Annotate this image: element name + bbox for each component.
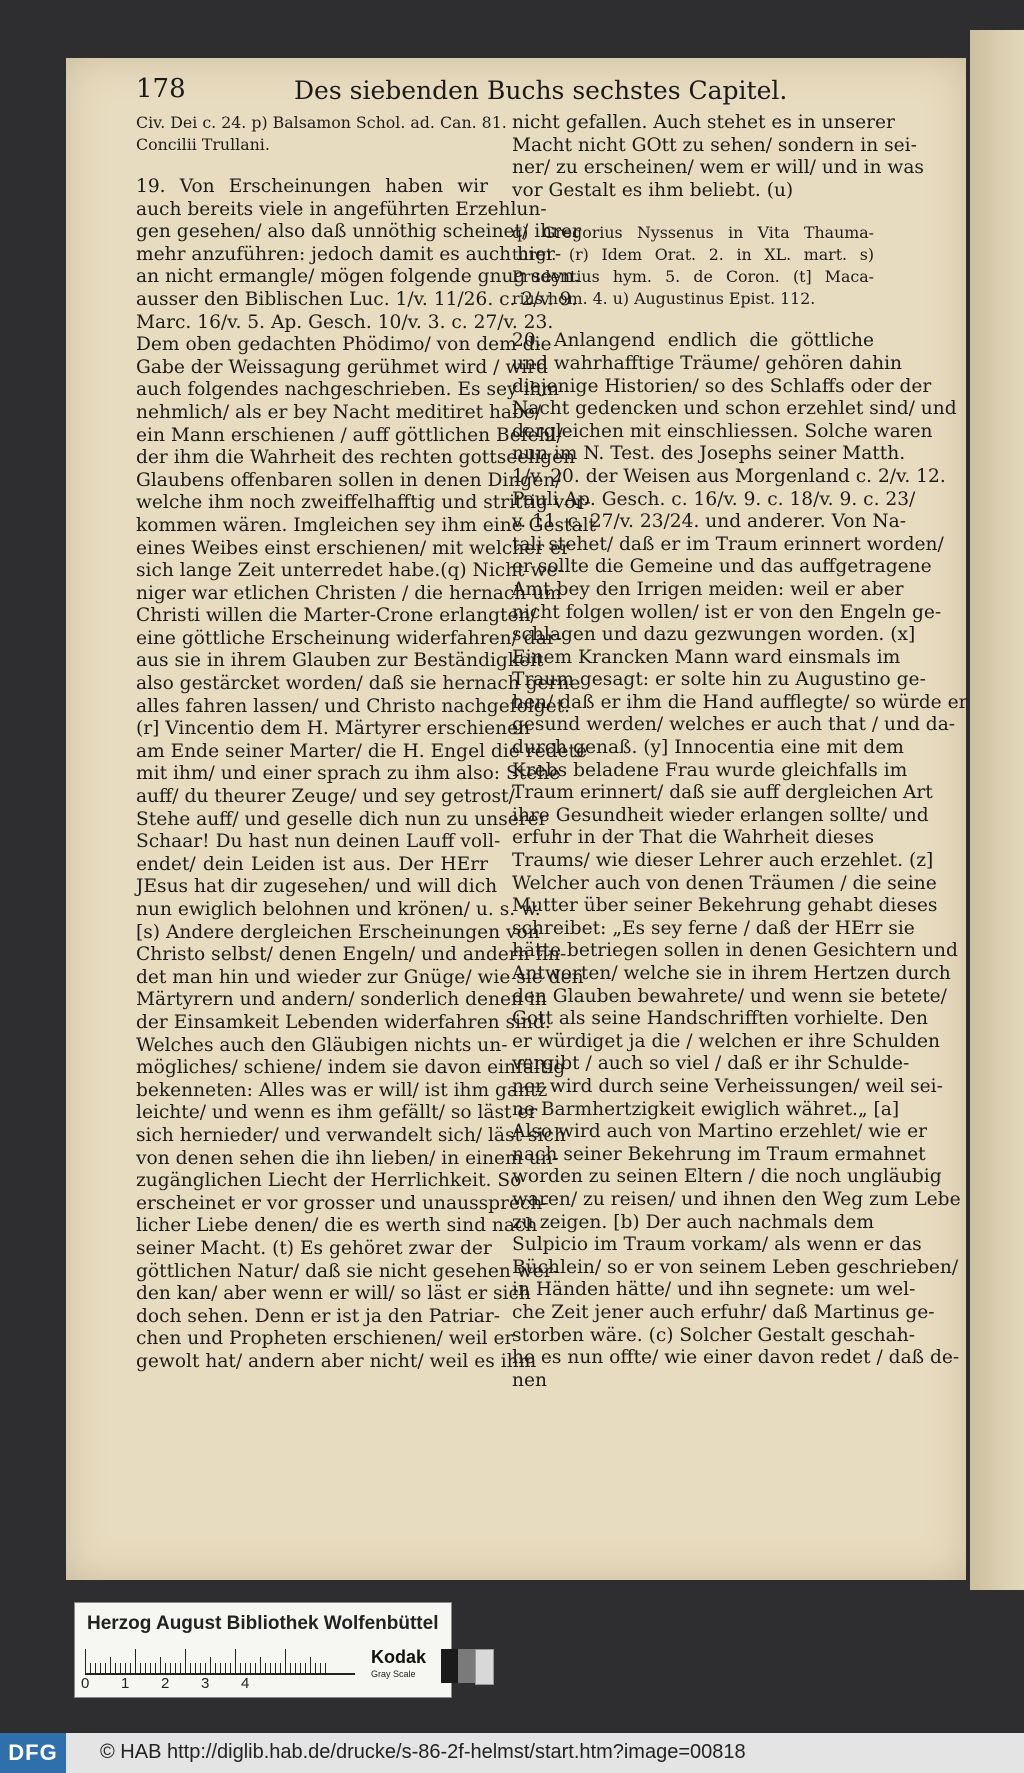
text-line: und wahrhafftige Träume/ gehören dahin bbox=[512, 352, 903, 374]
text-line: ner/ zu erscheinen/ wem er will/ und in was bbox=[512, 157, 924, 179]
footnote-line: rius hom. 4. u) Augustinus Epist. 112. bbox=[512, 289, 816, 309]
text-line: den kan/ aber wenn er will/ so läst er sich bbox=[136, 1283, 531, 1305]
running-title: Des siebenden Buchs sechstes Capitel. bbox=[294, 76, 788, 105]
text-line: he es nun offte/ wie einer davon redet / daß de- bbox=[512, 1347, 960, 1369]
text-line: erscheinet er vor grosser und unaussprech- bbox=[136, 1192, 549, 1214]
ruler-tick bbox=[105, 1663, 106, 1673]
ruler-tick bbox=[115, 1663, 116, 1673]
text-line: zugänglichen Liecht der Herrlichkeit. So bbox=[136, 1170, 522, 1192]
ruler-tick bbox=[245, 1663, 246, 1673]
ruler-tick bbox=[120, 1663, 121, 1673]
text-line: hätte betriegen sollen in denen Gesichtern und bbox=[512, 940, 958, 962]
ruler-number: 0 bbox=[81, 1675, 90, 1692]
text-line: Gabe der Weissagung gerühmet wird / wird bbox=[136, 356, 548, 378]
ruler-tick bbox=[325, 1663, 326, 1673]
ruler-tick bbox=[300, 1663, 301, 1673]
text-line: vor Gestalt es ihm beliebt. (u) bbox=[512, 179, 794, 201]
text-line: licher Liebe denen/ die es werth sind nach bbox=[136, 1215, 538, 1237]
ruler-tick bbox=[255, 1663, 256, 1673]
text-line: nicht folgen wollen/ ist er von den Engeln ge- bbox=[512, 601, 942, 623]
ruler-tick bbox=[295, 1663, 296, 1673]
text-line: aus sie in ihrem Glauben zur Beständigkeit bbox=[136, 650, 544, 672]
text-line: mögliches/ schiene/ indem sie davon einfältig bbox=[136, 1057, 566, 1079]
text-line: 1/v. 20. der Weisen aus Morgenland c. 2/v. 12. bbox=[512, 465, 946, 487]
ruler-tick bbox=[310, 1657, 311, 1673]
text-line: schreibet: „Es sey ferne / daß der HErr sie bbox=[512, 917, 915, 939]
text-line: Also wird auch von Martino erzehlet/ wie er bbox=[512, 1121, 927, 1143]
text-line: erfuhr in der That die Wahrheit dieses bbox=[512, 827, 874, 849]
ruler-tick bbox=[90, 1663, 91, 1673]
text-line: Pauli Ap. Gesch. c. 16/v. 9. c. 18/v. 9. c. 23/ bbox=[512, 488, 916, 510]
library-name: Herzog August Bibliothek Wolfenbüttel bbox=[87, 1613, 439, 1634]
text-line: Mutter über seiner Bekehrung gehabt dieses bbox=[512, 895, 938, 917]
ruler-tick bbox=[185, 1649, 186, 1673]
text-line: [s) Andere dergleichen Erscheinungen von bbox=[136, 921, 540, 943]
text-line: waren/ zu reisen/ und ihnen den Weg zum Lebe bbox=[512, 1188, 961, 1210]
paragraph-gap bbox=[512, 202, 874, 222]
text-line: mit ihm/ und einer sprach zu ihm also: Stehe bbox=[136, 763, 561, 785]
text-line: Christi willen die Marter-Crone erlangten/ bbox=[136, 605, 537, 627]
text-line: storben wäre. (c) Solcher Gestalt geschah- bbox=[512, 1324, 915, 1346]
ruler-tick bbox=[315, 1663, 316, 1673]
text-line: bekenneten: Alles was er will/ ist ihm gantz bbox=[136, 1079, 548, 1101]
ruler-tick bbox=[100, 1663, 101, 1673]
gray-scale-label: Gray Scale bbox=[371, 1669, 416, 1679]
ruler-tick bbox=[85, 1649, 86, 1673]
text-line: sich lange Zeit unterredet habe.(q) Nicht we- bbox=[136, 560, 564, 582]
text-line: gewolt hat/ andern aber nicht/ weil es ihm bbox=[136, 1350, 537, 1372]
text-line: göttlichen Natur/ daß sie nicht gesehen wer- bbox=[136, 1260, 559, 1282]
ruler-tick bbox=[165, 1663, 166, 1673]
ruler-number: 4 bbox=[241, 1675, 250, 1692]
text-line: an nicht ermangle/ mögen folgende gnug seyn. bbox=[136, 266, 581, 288]
ruler-tick bbox=[290, 1663, 291, 1673]
ruler-tick bbox=[305, 1663, 306, 1673]
text-line: nehmlich/ als er bey Nacht meditiret habe/ bbox=[136, 401, 542, 423]
ruler-tick bbox=[275, 1663, 276, 1673]
text-line: ausser den Biblischen Luc. 1/v. 11/26. c. 2/v. 9. bbox=[136, 288, 578, 310]
ruler-tick bbox=[225, 1663, 226, 1673]
text-line: Krebs beladene Frau wurde gleichfalls im bbox=[512, 759, 908, 781]
ruler-tick bbox=[285, 1649, 286, 1673]
text-line: also gestärcket worden/ daß sie hernach gerne bbox=[136, 673, 581, 695]
gray-swatch bbox=[458, 1649, 475, 1683]
ruler-tick bbox=[280, 1663, 281, 1673]
text-line: Gott als seine Handschrifften vorhielte. Den bbox=[512, 1008, 928, 1030]
text-line: endet/ dein Leiden ist aus. Der HErr bbox=[136, 853, 488, 875]
ruler-tick bbox=[125, 1663, 126, 1673]
text-line: Stehe auff/ und geselle dich nun zu unserer bbox=[136, 808, 548, 830]
text-line: chen und Propheten erschienen/ weil er bbox=[136, 1328, 514, 1350]
text-line: nen bbox=[512, 1369, 547, 1391]
text-line: Traums/ wie dieser Lehrer auch erzehlet. (z] bbox=[512, 850, 934, 872]
text-line: gesund werden/ welches er auch that / und da- bbox=[512, 714, 956, 736]
text-line: vergibt / auch so viel / daß er ihr Schulde- bbox=[512, 1053, 910, 1075]
text-line: durch genaß. (y] Innocentia eine mit dem bbox=[512, 737, 904, 759]
text-line: Büchlein/ so er von seinem Leben geschrieben/ bbox=[512, 1256, 959, 1278]
paragraph-gap bbox=[512, 310, 874, 330]
ruler-tick bbox=[200, 1663, 201, 1673]
text-line: mehr anzuführen: jedoch damit es auch hier- bbox=[136, 243, 562, 265]
text-line: alles fahren lassen/ und Christo nachgefolget. bbox=[136, 695, 571, 717]
ruler-tick bbox=[240, 1663, 241, 1673]
ruler-tick bbox=[320, 1663, 321, 1673]
ruler-tick bbox=[260, 1657, 261, 1673]
text-line: kommen wären. Imgleichen sey ihm eine Gestalt bbox=[136, 514, 596, 536]
text-line: seiner Macht. (t) Es gehöret zwar der bbox=[136, 1237, 492, 1259]
text-line: der Einsamkeit Lebenden widerfahren sind. bbox=[136, 1011, 551, 1033]
ruler-tick bbox=[170, 1663, 171, 1673]
ruler-tick bbox=[220, 1663, 221, 1673]
text-line: Welches auch den Gläubigen nichts un- bbox=[136, 1034, 508, 1056]
text-line: ne Barmhertzigkeit ewiglich währet.„ [a] bbox=[512, 1098, 900, 1120]
ruler-tick bbox=[215, 1663, 216, 1673]
ruler-tick bbox=[140, 1663, 141, 1673]
ruler-tick bbox=[265, 1663, 266, 1673]
text-line: Schaar! Du hast nun deinen Lauff voll- bbox=[136, 831, 501, 853]
kodak-brand: Kodak bbox=[371, 1647, 427, 1667]
ruler-number: 1 bbox=[121, 1675, 130, 1692]
text-line: auch bereits viele in angeführten Erzehlun- bbox=[136, 198, 547, 220]
ruler-tick bbox=[175, 1663, 176, 1673]
text-line: von denen sehen die ihn lieben/ in einem un- bbox=[136, 1147, 559, 1169]
dfg-logo: DFG bbox=[0, 1733, 66, 1773]
ruler-tick bbox=[155, 1663, 156, 1673]
ruler-tick bbox=[95, 1663, 96, 1673]
next-page-edge bbox=[970, 30, 1024, 1590]
text-line: nun ewiglich belohnen und krönen/ u. s. w. bbox=[136, 899, 541, 920]
text-line: det man hin und wieder zur Gnüge/ wie sie den bbox=[136, 966, 584, 988]
text-line: Dem oben gedachten Phödimo/ von dem die bbox=[136, 334, 552, 356]
gray-swatch bbox=[441, 1649, 458, 1683]
text-line: JEsus hat dir zugesehen/ und will dich bbox=[136, 876, 498, 898]
text-line: Marc. 16/v. 5. Ap. Gesch. 10/v. 3. c. 27/v. 23. bbox=[136, 311, 554, 333]
ruler-tick bbox=[190, 1663, 191, 1673]
right-column bbox=[512, 112, 968, 1392]
text-line: Antworten/ welche sie in ihrem Hertzen durch bbox=[512, 963, 951, 984]
ruler-tick bbox=[235, 1649, 236, 1673]
footnote-line: Civ. Dei c. 24. p) Balsamon Schol. ad. Can. 81. bbox=[136, 113, 507, 132]
gray-swatch bbox=[475, 1649, 494, 1685]
text-line: Traum erinnert/ daß sie auff dergleichen Art bbox=[512, 782, 933, 804]
ruler-tick bbox=[230, 1663, 231, 1673]
text-line: gen gesehen/ also daß unnöthig scheinet/ ihrer bbox=[136, 221, 581, 243]
text-line: worden zu seinen Eltern / die noch ungläubig bbox=[512, 1166, 942, 1188]
text-line: den Glauben bewahrete/ und wenn sie betete/ bbox=[512, 985, 947, 1007]
text-line: v. 11. c. 27/v. 23/24. und anderer. Von Na- bbox=[512, 511, 907, 533]
text-line: Welcher auch von denen Träumen / die seine bbox=[512, 872, 937, 894]
text-line: ner wird durch seine Verheissungen/ weil sei- bbox=[512, 1075, 943, 1097]
text-line: Glaubens offenbaren sollen in denen Dingen/ bbox=[136, 469, 562, 491]
text-line: er sollte die Gemeine und das auffgetragene bbox=[512, 556, 932, 578]
text-line: Traum gesagt: er solte hin zu Augustino ge- bbox=[512, 669, 926, 691]
footnote-line: turgi. (r) Idem Orat. 2. in XL. mart. s) bbox=[512, 245, 874, 265]
ruler-tick bbox=[250, 1663, 251, 1673]
text-line: leichte/ und wenn es ihm gefällt/ so läst er bbox=[136, 1102, 538, 1124]
ruler-tick bbox=[135, 1649, 136, 1673]
text-line: auch folgendes nachgeschrieben. Es sey ihm bbox=[136, 379, 559, 401]
ruler-tick bbox=[270, 1663, 271, 1673]
text-line: welche ihm noch zweiffelhafftig und strittig vor- bbox=[136, 492, 591, 514]
text-line: dergleichen mit einschliessen. Solche waren bbox=[512, 420, 933, 442]
footnote-line: Concilii Trullani. bbox=[136, 135, 270, 154]
ruler-tick bbox=[150, 1663, 151, 1673]
text-line: nach seiner Bekehrung im Traum ermahnet bbox=[512, 1143, 926, 1165]
footnote-line: q) Gregorius Nyssenus in Vita Thauma- bbox=[512, 223, 874, 243]
text-line: eine göttliche Erscheinung widerfahren/ dar- bbox=[136, 627, 562, 649]
text-line: Christo selbst/ denen Engeln/ und andern fin- bbox=[136, 944, 567, 966]
text-line: zu zeigen. [b) Der auch nachmals dem bbox=[512, 1211, 874, 1233]
text-line: in Händen hätte/ und ihn segnete: um wel- bbox=[512, 1279, 916, 1301]
ruler-tick bbox=[180, 1663, 181, 1673]
text-line: er würdiget ja die / welchen er ihre Schulden bbox=[512, 1030, 941, 1052]
text-line: che Zeit jener auch erfuhr/ daß Martinus ge- bbox=[512, 1301, 935, 1323]
text-line: Märtyrern und andern/ sonderlich denen in bbox=[136, 989, 547, 1011]
ruler-number: 3 bbox=[201, 1675, 210, 1692]
text-line: am Ende seiner Marter/ die H. Engel die redete bbox=[136, 740, 587, 762]
source-url[interactable]: © HAB http://diglib.hab.de/drucke/s-86-2f-helmst/start.htm?image=00818 bbox=[100, 1741, 746, 1763]
text-line: 20. Anlangend endlich die göttliche bbox=[512, 330, 874, 352]
scale-ruler bbox=[85, 1647, 355, 1675]
footer-bar bbox=[0, 1733, 1024, 1773]
page-number: 178 bbox=[136, 74, 186, 104]
text-line: schlagen und dazu gezwungen worden. (x] bbox=[512, 624, 916, 646]
text-line: tali stehet/ daß er im Traum erinnert worden/ bbox=[512, 533, 944, 555]
left-column bbox=[136, 112, 596, 1373]
text-line: auff/ du theurer Zeuge/ und sey getrost/ bbox=[136, 786, 515, 808]
text-line: Einem Krancken Mann ward einsmals im bbox=[512, 646, 901, 668]
ruler-tick bbox=[210, 1657, 211, 1673]
text-line: der ihm die Wahrheit des rechten gottseeligen bbox=[136, 447, 576, 469]
text-line: nun im N. Test. des Josephs seiner Matth. bbox=[512, 443, 906, 465]
ruler-tick bbox=[130, 1663, 131, 1673]
text-line: nicht gefallen. Auch stehet es in unserer bbox=[512, 112, 895, 133]
text-line: 19. Von Erscheinungen haben wir bbox=[136, 176, 488, 197]
ruler-tick bbox=[205, 1663, 206, 1673]
footnote-line: Prudentius hym. 5. de Coron. (t] Maca- bbox=[512, 267, 874, 287]
ruler-tick bbox=[160, 1657, 161, 1673]
text-line: Sulpicio im Traum vorkam/ als wenn er das bbox=[512, 1234, 922, 1256]
text-line: Nacht gedencken und schon erzehlet sind/ und bbox=[512, 398, 957, 420]
text-line: ein Mann erschienen / auff göttlichen Befehl/ bbox=[136, 424, 563, 446]
ruler-number: 2 bbox=[161, 1675, 170, 1692]
ruler-tick bbox=[110, 1657, 111, 1673]
text-line: sich hernieder/ und verwandelt sich/ läst sich bbox=[136, 1124, 566, 1146]
text-line: hen/ daß er ihm die Hand aufflegte/ so würde er bbox=[512, 691, 968, 713]
ruler-tick bbox=[145, 1663, 146, 1673]
text-line: diejenige Historien/ so des Schlaffs oder der bbox=[512, 375, 932, 397]
text-line: Macht nicht GOtt zu sehen/ sondern in sei- bbox=[512, 134, 917, 156]
text-line: Amt bey den Irrigen meiden: weil er aber bbox=[512, 578, 904, 600]
text-line: doch sehen. Denn er ist ja den Patriar- bbox=[136, 1305, 501, 1327]
page-header bbox=[136, 70, 788, 110]
paragraph-gap bbox=[136, 156, 488, 176]
library-label-card bbox=[74, 1602, 452, 1698]
text-line: eines Weibes einst erschienen/ mit welcher er bbox=[136, 537, 570, 559]
text-line: ihre Gesundheit wieder erlangen sollte/ und bbox=[512, 804, 929, 826]
text-line: niger war etlichen Christen / die hernach um bbox=[136, 582, 562, 604]
ruler-tick bbox=[195, 1663, 196, 1673]
text-line: (r] Vincentio dem H. Märtyrer erschienen bbox=[136, 718, 531, 740]
